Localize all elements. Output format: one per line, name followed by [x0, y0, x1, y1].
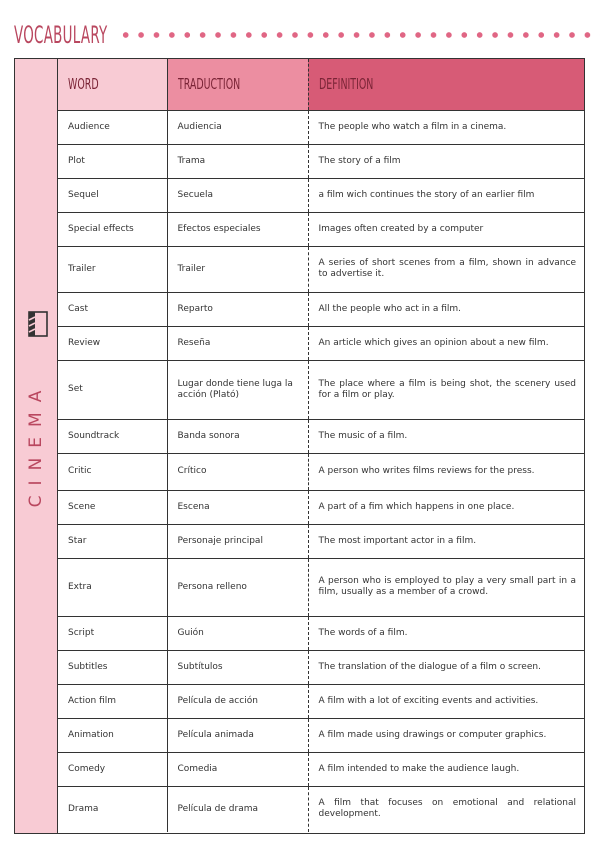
definition-cell: A film that focuses on emotional and relational development.	[318, 798, 576, 820]
word-cell: Set	[58, 360, 167, 419]
definition-cell: A film made using drawings or computer graphics.	[308, 718, 584, 752]
translation-cell: Guión	[167, 616, 308, 650]
translation-cell: Subtítulos	[167, 650, 308, 684]
translation-cell: Película de drama	[167, 786, 308, 832]
table-row	[58, 292, 584, 326]
translation-cell: Escena	[167, 490, 308, 524]
table-row	[58, 110, 584, 144]
table-body	[58, 110, 584, 832]
translation-cell: Reseña	[167, 326, 308, 360]
word-cell: Script	[58, 616, 167, 650]
word-cell: Extra	[58, 558, 167, 616]
word-cell: Subtitles	[58, 650, 167, 684]
table-row	[58, 246, 584, 292]
definition-cell: Images often created by a computer	[308, 212, 584, 246]
table-row	[58, 178, 584, 212]
dotted-divider	[118, 30, 600, 40]
word-cell: Review	[58, 326, 167, 360]
translation-cell: Secuela	[167, 178, 308, 212]
word-cell: Comedy	[58, 752, 167, 786]
table-row	[58, 360, 584, 419]
table-row	[58, 752, 584, 786]
translation-cell: Persona relleno	[167, 558, 308, 616]
definition-cell: The words of a film.	[308, 616, 584, 650]
table-row	[58, 490, 584, 524]
vocabulary-frame	[14, 58, 585, 834]
translation-cell: Película animada	[167, 718, 308, 752]
definition-cell: A part of a fim which happens in one place.	[308, 490, 584, 524]
table-row	[58, 650, 584, 684]
word-cell: Critic	[58, 453, 167, 490]
word-cell: Special effects	[58, 212, 167, 246]
translation-cell: Comedia	[167, 752, 308, 786]
word-cell: Scene	[58, 490, 167, 524]
header-word: WORD	[58, 59, 167, 110]
word-cell: Soundtrack	[58, 419, 167, 453]
word-cell: Sequel	[58, 178, 167, 212]
definition-cell: The story of a film	[308, 144, 584, 178]
table-row	[58, 718, 584, 752]
header-definition: DEFINITION	[308, 59, 584, 110]
word-cell: Cast	[58, 292, 167, 326]
translation-cell: Película de acción	[167, 684, 308, 718]
word-cell: Trailer	[58, 246, 167, 292]
word-cell: Audience	[58, 110, 167, 144]
definition-cell: A series of short scenes from a film, shown in advance to advertise it.	[308, 246, 584, 292]
translation-cell: Reparto	[167, 292, 308, 326]
translation-cell: Audiencia	[167, 110, 308, 144]
definition-cell: The music of a film.	[308, 419, 584, 453]
translation-cell: Lugar donde tiene luga la acción (Plató)	[167, 360, 308, 419]
translation-cell: Efectos especiales	[167, 212, 308, 246]
film-clapperboard-icon	[25, 309, 51, 339]
table-row	[58, 786, 584, 832]
translation-cell: Banda sonora	[167, 419, 308, 453]
definition-cell: All the people who act in a film.	[308, 292, 584, 326]
category-label: CINEMA	[26, 380, 46, 508]
vocabulary-table	[58, 59, 584, 832]
definition-cell: An article which gives an opinion about a new film.	[308, 326, 584, 360]
table-row	[58, 326, 584, 360]
table-header-row	[58, 59, 584, 110]
definition-cell: a film wich continues the story of an earlier film	[308, 178, 584, 212]
table-row	[58, 558, 584, 616]
definition-cell: The people who watch a film in a cinema.	[308, 110, 584, 144]
definition-cell: The translation of the dialogue of a film o screen.	[308, 650, 584, 684]
word-cell: Animation	[58, 718, 167, 752]
definition-cell: A person who writes films reviews for the press.	[308, 453, 584, 490]
table-row	[58, 419, 584, 453]
page-title: VOCABULARY	[14, 21, 108, 49]
word-cell: Star	[58, 524, 167, 558]
header-translation: TRADUCTION	[167, 59, 308, 110]
word-cell: Action film	[58, 684, 167, 718]
word-cell: Drama	[58, 786, 167, 832]
table-row	[58, 453, 584, 490]
definition-cell: The most important actor in a film.	[308, 524, 584, 558]
word-cell: Plot	[58, 144, 167, 178]
table-row	[58, 684, 584, 718]
translation-cell: Crítico	[167, 453, 308, 490]
definition-cell: A film intended to make the audience laugh.	[308, 752, 584, 786]
definition-cell: A film with a lot of exciting events and activities.	[308, 684, 584, 718]
category-sidebar	[15, 59, 58, 833]
table-row	[58, 616, 584, 650]
definition-cell: The place where a film is being shot, the scenery used for a film or play.	[308, 360, 584, 419]
definition-cell: A person who is employed to play a very small part in a film, usually as a member of a crowd.	[308, 558, 584, 616]
table-row	[58, 212, 584, 246]
translation-cell: Trama	[167, 144, 308, 178]
table-row	[58, 524, 584, 558]
title-bar	[14, 18, 600, 52]
translation-cell: Personaje principal	[167, 524, 308, 558]
table-row	[58, 144, 584, 178]
translation-cell: Trailer	[167, 246, 308, 292]
